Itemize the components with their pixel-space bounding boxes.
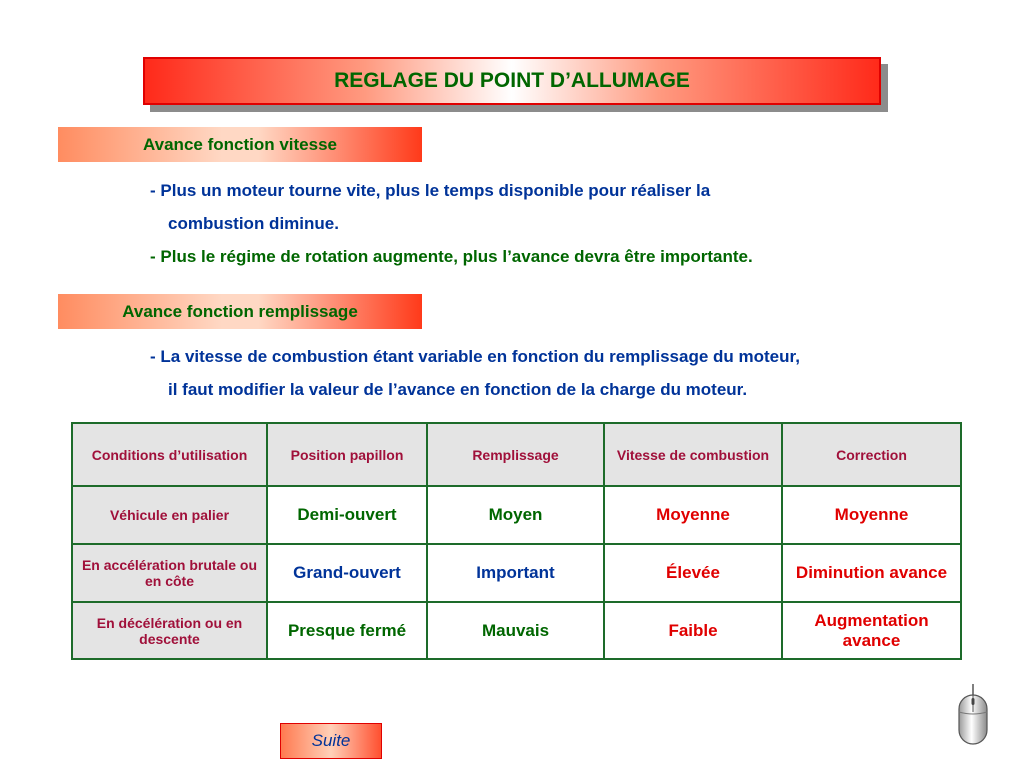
header-correction: Correction bbox=[782, 423, 961, 486]
row-condition: En décélération ou en descente bbox=[72, 602, 267, 659]
conditions-table bbox=[71, 422, 962, 660]
cell-vitesse: Faible bbox=[604, 602, 782, 659]
cell-correction: Augmentation avance bbox=[782, 602, 961, 659]
row-condition: En accélération brutale ou en côte bbox=[72, 544, 267, 602]
cell-remplissage: Mauvais bbox=[427, 602, 604, 659]
section-header-remplissage: Avance fonction remplissage bbox=[58, 294, 422, 329]
table-row bbox=[72, 486, 961, 544]
paragraph-remplissage-line2: il faut modifier la valeur de l’avance en fonction de la charge du moteur. bbox=[168, 380, 748, 399]
cell-position: Grand-ouvert bbox=[267, 544, 427, 602]
cell-vitesse: Élevée bbox=[604, 544, 782, 602]
header-conditions: Conditions d’utilisation bbox=[72, 423, 267, 486]
paragraph-vitesse-line2: combustion diminue. bbox=[168, 214, 339, 233]
cell-position: Presque fermé bbox=[267, 602, 427, 659]
paragraph-vitesse-1 bbox=[150, 174, 710, 240]
cell-vitesse: Moyenne bbox=[604, 486, 782, 544]
header-remplissage: Remplissage bbox=[427, 423, 604, 486]
cell-position: Demi-ouvert bbox=[267, 486, 427, 544]
paragraph-vitesse-2: - Plus le régime de rotation augmente, plus l’avance devra être importante. bbox=[150, 247, 753, 266]
cell-remplissage: Moyen bbox=[427, 486, 604, 544]
header-vitesse-combustion: Vitesse de combustion bbox=[604, 423, 782, 486]
cell-remplissage: Important bbox=[427, 544, 604, 602]
table-row bbox=[72, 602, 961, 659]
page-title: REGLAGE DU POINT D’ALLUMAGE bbox=[143, 57, 881, 105]
suite-button[interactable]: Suite bbox=[280, 723, 382, 759]
table-header-row bbox=[72, 423, 961, 486]
row-condition: Véhicule en palier bbox=[72, 486, 267, 544]
table-row bbox=[72, 544, 961, 602]
cell-correction: Moyenne bbox=[782, 486, 961, 544]
paragraph-remplissage bbox=[150, 340, 800, 406]
paragraph-vitesse-line1: - Plus un moteur tourne vite, plus le temps disponible pour réaliser la bbox=[150, 181, 711, 200]
cell-correction: Diminution avance bbox=[782, 544, 961, 602]
mouse-icon[interactable] bbox=[955, 684, 991, 746]
header-position-papillon: Position papillon bbox=[267, 423, 427, 486]
section-header-vitesse: Avance fonction vitesse bbox=[58, 127, 422, 162]
paragraph-remplissage-line1: - La vitesse de combustion étant variable en fonction du remplissage du moteur, bbox=[150, 347, 800, 366]
